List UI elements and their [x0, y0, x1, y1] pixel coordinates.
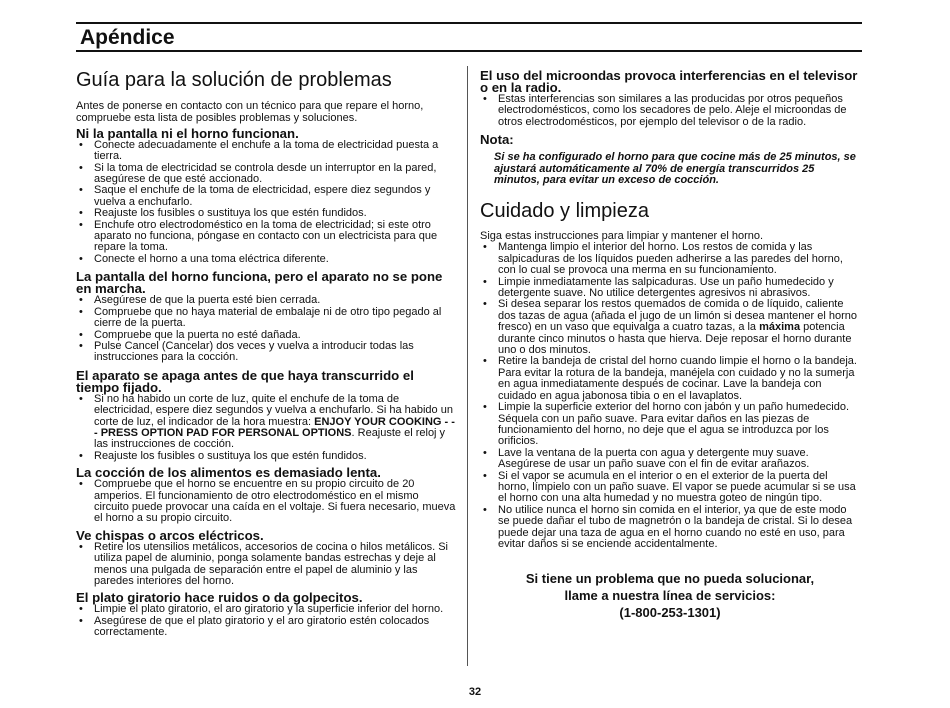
left-column — [76, 64, 456, 639]
list-item: • Si el vapor se acumula en el interior o en el exterior de la puerta del horno, límpielo con un paño suave. El vapor se puede acumular si se usa el horno con una alta humedad y no muestra goteo de ningún tipo. — [480, 471, 860, 505]
problem-heading: La pantalla del horno funciona, pero el aparato no se pone en marcha. — [76, 269, 443, 297]
problem-heading: Ve chispas o arcos eléctricos. — [76, 527, 264, 543]
problem-list — [76, 479, 456, 525]
note-text: Si se ha configurado el horno para que cocine más de 25 minutos, se ajustará automáticamente al 70% de energía transcurridos 25 minutos, para evitar un exceso de cocción. — [494, 151, 856, 187]
care-title: Cuidado y limpieza — [480, 200, 649, 222]
list-item: • Reajuste los fusibles o sustituya los que estén fundidos. — [76, 208, 456, 219]
list-item: • Si la toma de electricidad se controla desde un interruptor en la pared, asegúrese de que esté accionado. — [76, 163, 456, 186]
power-cut-text-end: . Reajuste el reloj y las instrucciones de cocción. — [94, 426, 446, 451]
list-item — [480, 299, 860, 356]
right-column — [480, 64, 860, 621]
problem-heading: Ni la pantalla ni el horno funcionan. — [76, 125, 299, 141]
list-item: • Reajuste los fusibles o sustituya los que estén fundidos. — [76, 451, 456, 462]
contact-line-1: Si tiene un problema que no pueda solucionar, — [525, 571, 815, 587]
list-item: • Compruebe que la puerta no esté dañada. — [76, 330, 456, 341]
troubleshooting-title: Guía para la solución de problemas — [76, 69, 392, 91]
top-rule — [76, 22, 862, 24]
problem-list — [76, 394, 456, 462]
list-item: • Asegúrese de que la puerta esté bien cerrada. — [76, 295, 456, 306]
power-cut-text: Si no ha habido un corte de luz, quite el enchufe de la toma de electricidad, espere diez segundos y vuelva a enchufarlo. Si ha habido un corte de luz, el indicador de la hora muestra: — [94, 392, 453, 428]
list-item: • Retire la bandeja de cristal del horno cuando limpie el horno o la bandeja. Para evitar la rotura de la bandeja, manéjela con cuidado y no la sumerja en agua inmediatamente después de cocinar. Lave la bandeja con cuidado en agua jabonosa tibia o en el lavaplatos. — [480, 356, 860, 402]
troubleshooting-intro: Antes de ponerse en contacto con un técnico para que repare el horno, compruebe esta lista de posibles problemas y soluciones. — [76, 100, 424, 125]
list-item: • Mantenga limpio el interior del horno. Los restos de comida y las salpicaduras de los líquidos pueden adherirse a las paredes del horno, con lo cual se provoca una merma en su funcionamiento. — [480, 242, 860, 276]
column-divider — [467, 66, 468, 666]
list-item: • Enchufe otro electrodoméstico en la toma de electricidad; si este otro aparato no funciona, póngase en contacto con un electricista para que repare la toma. — [76, 220, 456, 254]
problem-heading: El aparato se apaga antes de que haya transcurrido el tiempo fijado. — [76, 367, 414, 395]
list-item: • Lave la ventana de la puerta con agua y detergente muy suave. Asegúrese de usar un paño suave con el fin de evitar arañazos. — [480, 448, 860, 471]
problem-list — [76, 604, 456, 638]
list-item: • Limpie inmediatamente las salpicaduras. Use un paño humedecido y detergente suave. No utilice detergentes agresivos ni abrasivos. — [480, 277, 860, 300]
list-item: • Limpie la superficie exterior del horno con jabón y un paño humedecido. Séquela con un paño suave. Para evitar daños en las piezas de funcionamiento del horno, no deje que el agua se introduzca por los orificios. — [480, 402, 860, 448]
list-item: • Conecte el horno a una toma eléctrica diferente. — [76, 254, 456, 265]
list-item: • Compruebe que no haya material de embalaje ni de otro tipo pegado al cierre de la puerta. — [76, 307, 456, 330]
list-item: • Retire los utensilios metálicos, accesorios de cocina o hilos metálicos. Si utiliza papel de aluminio, ponga solamente bandas estrechas y deje al menos una pulgada de separación entre el papel de aluminio y las paredes interiores del horno. — [76, 542, 456, 588]
header-underline — [76, 50, 862, 52]
problem-heading: El plato giratorio hace ruidos o da golpecitos. — [76, 590, 363, 606]
water-text: Si desea separar los restos quemados de comida o de líquido, caliente dos tazas de agua (añada el jugo de un limón si desea mantener el horno fresco) en un vaso que equivalga a cuatro tazas, a la — [498, 298, 857, 334]
list-item — [76, 394, 456, 451]
max-power-label: máxima — [759, 321, 801, 334]
phone-number: (1-800-253-1301) — [619, 605, 721, 621]
problem-heading: La cocción de los alimentos es demasiado lenta. — [76, 465, 381, 481]
problem-heading: El uso del microondas provoca interferencias en el televisor o en la radio. — [480, 68, 858, 95]
problem-list — [76, 140, 456, 265]
service-contact — [480, 570, 860, 621]
list-item: • Estas interferencias son similares a las producidas por otros pequeños electrodomésticos, como los secadores de pelo. Aleje el microondas de otros electrodomésticos, por ejemplo del televisor o de la radio. — [480, 94, 860, 128]
list-item: • Saque el enchufe de la toma de electricidad, espere diez segundos y vuelva a enchufarlo. — [76, 185, 456, 208]
display-message: ENJOY YOUR COOKING - - - PRESS OPTION PAD FOR PERSONAL OPTIONS — [94, 415, 455, 439]
water-text-end: potencia durante cinco minutos o hasta que hierva. Deje reposar el horno durante uno o dos minutos. — [498, 321, 852, 357]
care-list — [480, 242, 860, 550]
list-item: • Conecte adecuadamente el enchufe a la toma de electricidad puesta a tierra. — [76, 140, 456, 163]
problem-list — [76, 542, 456, 588]
problem-list — [76, 295, 456, 363]
list-item: • Compruebe que el horno se encuentre en su propio circuito de 20 amperios. El funcionamiento de otro electrodoméstico en el mismo circuito puede provocar una caída en el voltaje. Si fuera necesario, mueva el horno a su propio circuito. — [76, 479, 456, 525]
list-item: • Asegúrese de que el plato giratorio y el aro giratorio estén colocados correctamente. — [76, 616, 456, 639]
care-intro: Siga estas instrucciones para limpiar y mantener el horno. — [480, 230, 764, 242]
problem-list — [480, 94, 860, 128]
note-label: Nota: — [480, 132, 514, 148]
page-number: 32 — [468, 686, 482, 698]
list-item: • Limpie el plato giratorio, el aro giratorio y la superficie inferior del horno. — [76, 604, 456, 615]
list-item: • Pulse Cancel (Cancelar) dos veces y vuelva a introducir todas las instrucciones para la cocción. — [76, 341, 456, 364]
section-title: Apéndice — [80, 26, 175, 49]
contact-line-2: llame a nuestra línea de servicios: — [564, 588, 776, 604]
list-item: • No utilice nunca el horno sin comida en el interior, ya que de este modo se puede dañar el tubo de magnetrón o la bandeja de cristal. Si lo desea puede dejar una taza de agua en el horno cuando no esté en uso, para evitar daños si se enciende accidentalmente. — [480, 505, 860, 551]
